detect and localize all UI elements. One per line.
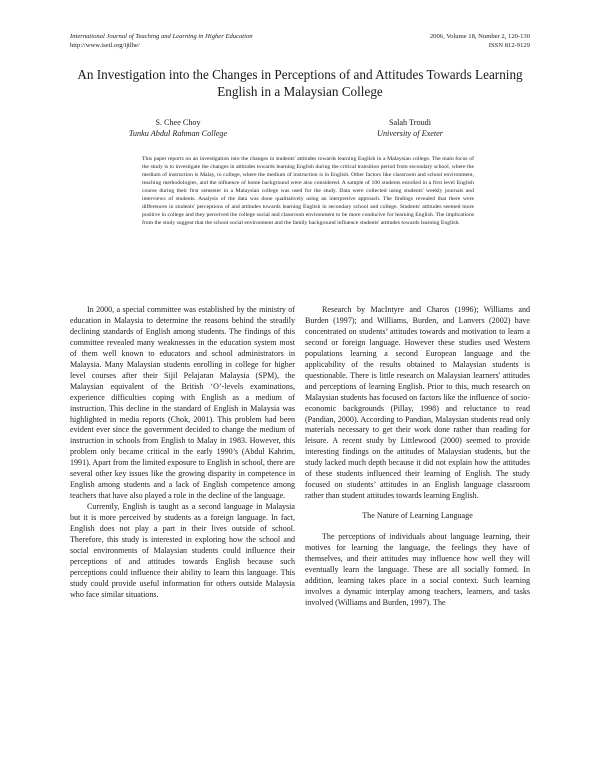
- author-name: Salah Troudi: [388, 118, 432, 127]
- author-name: S. Chee Choy: [155, 118, 201, 127]
- left-column: [70, 305, 295, 601]
- body-paragraph: Research by MacIntyre and Charos (1996); Williams and Burden (1997); and Williams, Burden, and Lanvers (2002) have concentrated on students’ attitudes towards and motivation to learn a second or foreign language. However these studies used Western populations learning a second European language and the applicability of the results obtained to Malaysian students is questionable. There is little research on Malaysian learners' attitudes and perceptions of learning English. Prior to this, much research on Malaysian students has focused on factors like the influence of socio-economic backgrounds (Pillay, 1998) and reluctance to read (Pandian, 2000). According to Pandian, Malaysian students read only materials necessary to get their work done rather than reading for leisure. A recent study by Littlewood (2000) seemed to provide interesting findings on the attitudes of Malaysian students, but the study lacked much depth because it did not explain how the attitudes of these students influenced their learning of English. The study focused on students’ attitudes in an English language classroom rather than student attitudes towards learning English.: [305, 305, 530, 501]
- journal-url[interactable]: http://www.isetl.org/ijtlhe/: [70, 42, 140, 49]
- body-paragraph: In 2000, a special committee was established by the ministry of education in Malaysia to determine the reasons behind the steadily declining standards of English among students. The findings of this committee revealed many weaknesses in the education system most of them well known to educators and school administrators in Malaysia. Many Malaysian students enrolling in college for higher level courses after their Sijil Pelajaran Malaysia (SPM), the Malaysian equivalent of the British ‘O’-levels examinations, experience difficulties coping with English as a medium of instruction. This decline in the standard of English in Malaysia was highlighted in media reports (Chok, 2001). This problem had been evident ever since the government decided to change the medium of instruction in schools from English to Malay in 1983. However, this problem only became critical in the early 1990’s (Abdul Kahrim, 1991). Apart from the limited exposure to English in school, there are several other key issues like the growing disparity in competence in English among students and a lack of English competence among teachers that have also played a role in the decline of the language.: [70, 305, 295, 501]
- body-paragraph: The perceptions of individuals about language learning, their motives for learning the language, the feelings they have of themselves, and their attitudes may influence how well they will eventually learn the language. These are all socially formed. In addition, learning takes place in a social context. Such learning involves a dynamic interplay among teachers, learners, and tasks involved (Williams and Burden, 1997). The: [305, 532, 530, 607]
- header-right: [430, 32, 530, 50]
- issn: ISSN 812-9129: [488, 42, 530, 49]
- header-left: [70, 32, 253, 50]
- paper-title: An Investigation into the Changes in Perceptions of and Attitudes Towards Learning English in a Malaysian College: [77, 67, 523, 99]
- journal-name: International Journal of Teaching and Learning in Higher Education: [70, 33, 253, 40]
- volume-info: 2006, Volume 18, Number 2, 120-130: [429, 33, 530, 40]
- section-heading: The Nature of Learning Language: [362, 511, 473, 521]
- abstract: This paper reports on an investigation into the changes in students' attitudes towards learning English in a Malaysian college. The main focus of the study is to investigate the changes in attitudes towards learning English during the critical transition period from secondary school, where the medium of instruction is Malay, to college, where the medium of instruction is in English. Other factors like classroom and school environment, teaching methodologies, and the influence of home background were also considered. A sample of 100 students enrolled in a first level English course during their first semester in a Malaysian college was used for the study. Data were collected using students' weekly journals and interviews of students. Analysis of the data was done qualitatively using an interpretive approach. The findings revealed that there were differences in students' perceptions of and attitudes towards learning English in secondary school and college. Students' attitudes seemed more positive in college and they perceived the college social and classroom environment to be more conducive for learning English. The implications from the study suggest that the school social environment and the family background influence students' attitudes towards learning English.: [142, 156, 474, 226]
- author-block-2: [350, 117, 470, 139]
- author-block-1: [108, 117, 248, 139]
- author-affiliation: Tunku Abdul Rahman College: [128, 129, 228, 138]
- body-paragraph: Currently, English is taught as a second language in Malaysia but it is more perceived by students as a foreign language. In fact, English does not play a part in their lives outside of school. Therefore, this study is interested in exploring how the school and social environments of Malaysian students could influence their perceptions of and attitudes towards English because such perceptions could influence their ability to learn this language. This study could provide useful information for others outside Malaysia who face similar situations.: [70, 502, 295, 599]
- right-column: [305, 305, 530, 609]
- author-affiliation: University of Exeter: [377, 129, 443, 138]
